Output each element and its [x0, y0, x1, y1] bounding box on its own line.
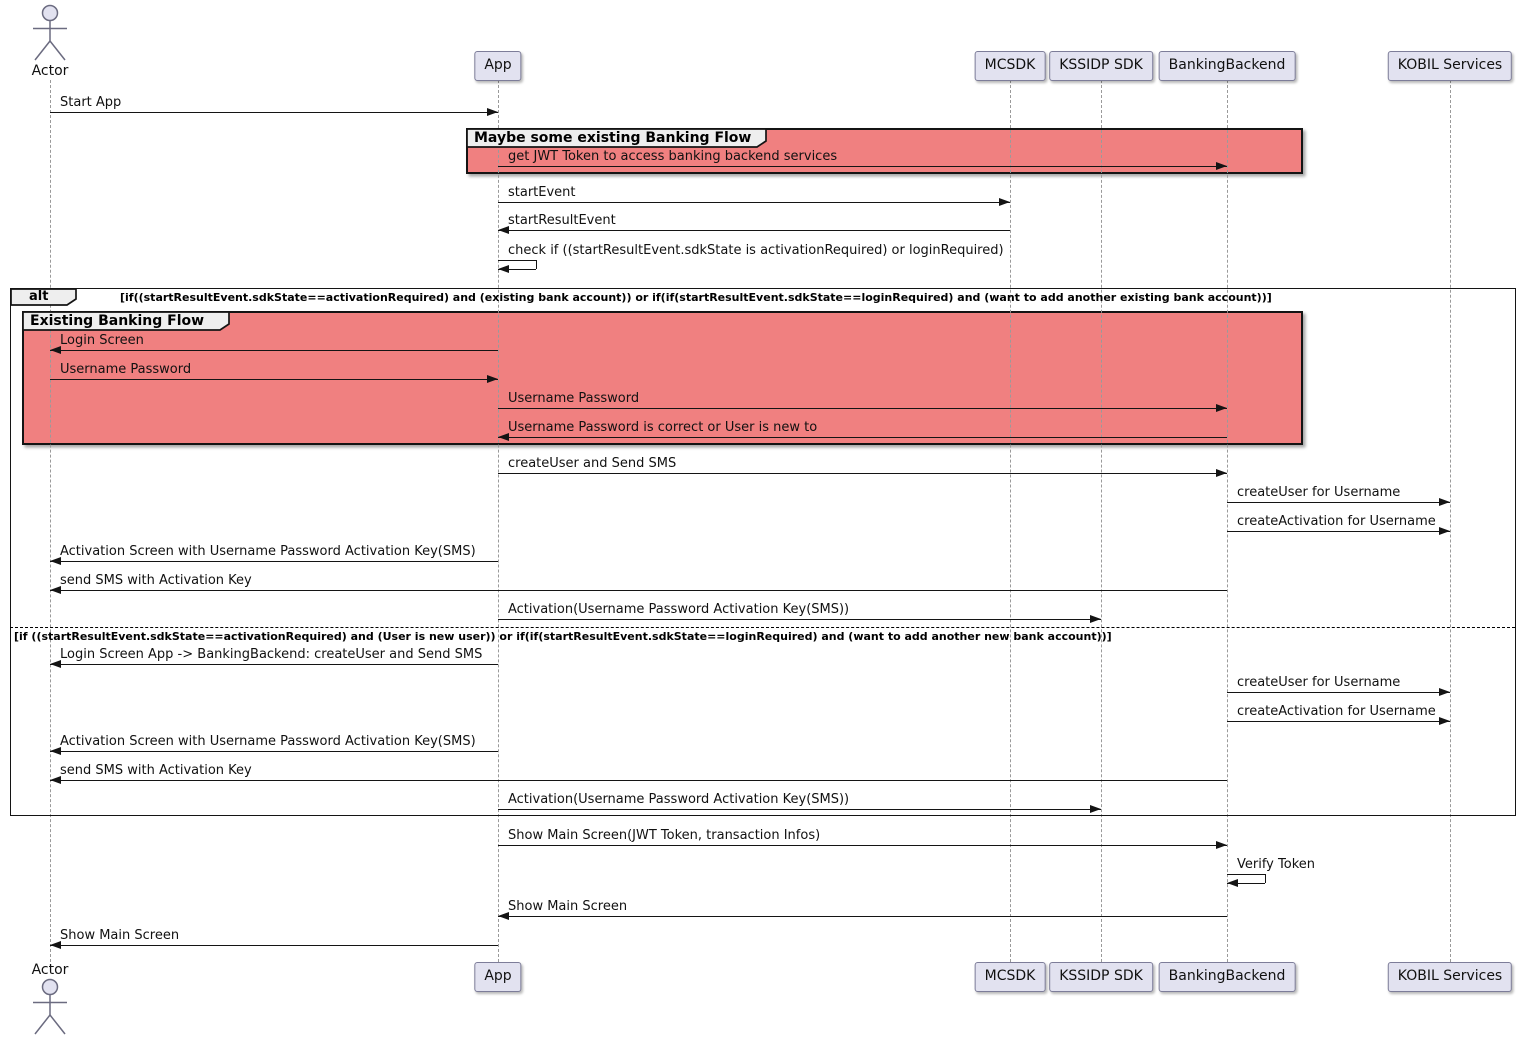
participant-actor-top-icon [26, 4, 74, 62]
divider-alt-else-divider [10, 627, 1515, 628]
message-self-line [1227, 874, 1265, 875]
message-line [498, 916, 1227, 917]
participant-label-actor: Actor [31, 962, 69, 978]
frame-alt-frame [10, 288, 1516, 816]
arrowhead-icon [1216, 841, 1227, 849]
participant-mcsdk-top: MCSDK [975, 51, 1046, 81]
participant-mcsdk-bottom: MCSDK [975, 962, 1046, 992]
svg-text:Existing Banking Flow: Existing Banking Flow [30, 313, 205, 329]
arrowhead-icon [1216, 162, 1227, 170]
message-label: Show Main Screen [508, 899, 628, 914]
message-line [498, 202, 1010, 203]
message-line [50, 945, 498, 946]
svg-text:Maybe some existing Banking Fl: Maybe some existing Banking Flow [474, 130, 752, 146]
participant-app-top: App [474, 51, 521, 81]
message-label: Start App [60, 95, 122, 110]
message-self-line [536, 260, 537, 269]
arrowhead-icon [1227, 879, 1238, 887]
participant-kssidp-bottom: KSSIDP SDK [1049, 962, 1153, 992]
message-label: Show Main Screen(JWT Token, transaction Infos) [508, 828, 821, 843]
arrowhead-icon [498, 265, 509, 273]
message-label: Username Password is correct or User is new to [508, 420, 818, 435]
message-label: createUser and Send SMS [508, 456, 677, 471]
frame-header-banking-flow-group [466, 128, 769, 150]
participant-banking-top: BankingBackend [1159, 51, 1296, 81]
frame-header-existing-flow-group [22, 311, 232, 333]
message-label: get JWT Token to access banking backend services [508, 149, 838, 164]
arrowhead-icon [487, 108, 498, 116]
message-line [50, 112, 498, 113]
participant-banking-bottom: BankingBackend [1159, 962, 1296, 992]
message-label: startResultEvent [508, 213, 616, 228]
message-line [498, 845, 1227, 846]
svg-text:alt: alt [29, 289, 49, 304]
participant-actor-bottom-icon [26, 978, 74, 1036]
message-label: createUser for Username [1237, 485, 1401, 500]
message-label: Verify Token [1237, 857, 1315, 872]
message-line [498, 230, 1010, 231]
message-label: Activation(Username Password Activation Key(SMS)) [508, 792, 850, 807]
participant-kobil-bottom: KOBIL Services [1388, 962, 1512, 992]
message-label: Activation Screen with Username Password Activation Key(SMS) [60, 544, 476, 559]
arrowhead-icon [999, 198, 1010, 206]
frame-header-alt-frame [10, 288, 79, 308]
frame-condition: [if ((startResultEvent.sdkState==activationRequired) and (User is new user)) or if(if(startResultEvent.sdkState==loginRequired) and (want to add another new bank account))] [14, 630, 1112, 643]
message-line [498, 166, 1227, 167]
message-label: Login Screen [60, 333, 144, 348]
participant-label-actor: Actor [31, 63, 69, 79]
participant-app-bottom: App [474, 962, 521, 992]
message-label: createUser for Username [1237, 675, 1401, 690]
message-label: Username Password [60, 362, 192, 377]
message-label: createActivation for Username [1237, 704, 1436, 719]
message-self-line [498, 260, 536, 261]
message-label: check if ((startResultEvent.sdkState is activationRequired) or loginRequired) [508, 243, 1004, 258]
message-label: Activation(Username Password Activation Key(SMS)) [508, 602, 850, 617]
frame-condition: [if((startResultEvent.sdkState==activationRequired) and (existing bank account)) or if(if(startResultEvent.sdkState==loginRequired) and (want to add another existing bank account))] [120, 291, 1272, 304]
message-label: Login Screen App -> BankingBackend: createUser and Send SMS [60, 647, 483, 662]
message-label: send SMS with Activation Key [60, 763, 252, 778]
message-label: Activation Screen with Username Password Activation Key(SMS) [60, 734, 476, 749]
message-label: createActivation for Username [1237, 514, 1436, 529]
message-label: Username Password [508, 391, 640, 406]
participant-kobil-top: KOBIL Services [1388, 51, 1512, 81]
message-self-line [1265, 874, 1266, 883]
message-label: Show Main Screen [60, 928, 180, 943]
participant-kssidp-top: KSSIDP SDK [1049, 51, 1153, 81]
message-label: send SMS with Activation Key [60, 573, 252, 588]
message-label: startEvent [508, 185, 576, 200]
